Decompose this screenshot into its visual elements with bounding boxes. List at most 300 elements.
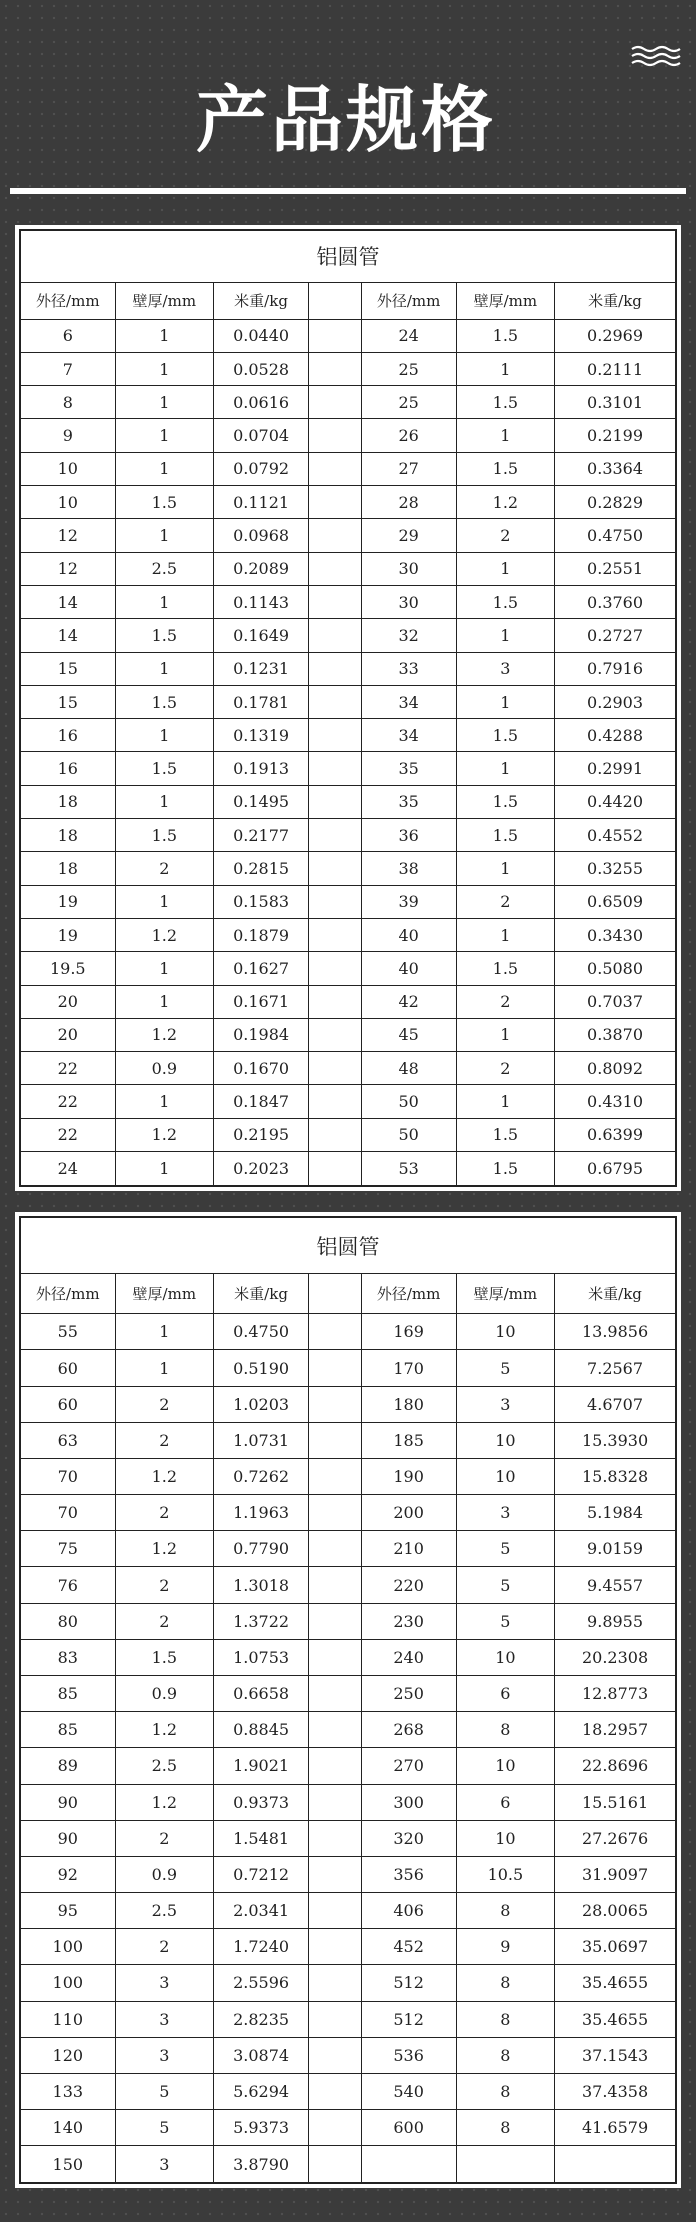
table-cell: 50 [361,1118,456,1151]
table-header-row [20,1274,676,1314]
table-header-row [20,282,676,319]
table-cell: 4.6707 [555,1386,676,1422]
header-banner [0,0,696,200]
table-cell: 90 [20,1820,115,1856]
table-cell: 40 [361,952,456,985]
table-cell: 2 [115,1422,213,1458]
table-cell [361,2146,456,2183]
table-cell: 36 [361,819,456,852]
table-cell: 220 [361,1567,456,1603]
spacer-cell [309,386,361,419]
table-cell: 55 [20,1314,115,1350]
table-cell: 250 [361,1675,456,1711]
table-cell: 27.2676 [555,1820,676,1856]
table-cell: 1 [115,1085,213,1118]
table-cell: 0.9 [115,1052,213,1085]
table-cell: 10 [456,1639,554,1675]
table-row [20,1531,676,1567]
column-header: 外径/mm [361,1274,456,1314]
spacer-cell [309,1052,361,1085]
table-cell: 8 [456,2073,554,2109]
table-cell: 1.5 [456,319,554,352]
table-cell: 1.5 [456,452,554,485]
spacer-cell [309,1422,361,1458]
table-cell: 0.9 [115,1675,213,1711]
column-header: 米重/kg [555,282,676,319]
table-cell: 14 [20,585,115,618]
table-cell: 512 [361,2001,456,2037]
table-cell: 3 [115,1965,213,2001]
table-cell: 512 [361,1965,456,2001]
table-row [20,1018,676,1051]
table-cell: 1 [115,985,213,1018]
table-cell: 50 [361,1085,456,1118]
spec-table-2 [19,1216,677,2184]
table-cell: 1 [456,352,554,385]
table-cell: 1 [115,719,213,752]
table-cell: 0.6509 [555,885,676,918]
table-row [20,1675,676,1711]
table-cell: 1 [115,386,213,419]
table-cell [555,2146,676,2183]
table-cell: 5 [456,1603,554,1639]
table-cell: 120 [20,2037,115,2073]
spacer-cell [309,452,361,485]
table-cell: 5 [456,1567,554,1603]
table-row [20,1603,676,1639]
table-cell: 0.0528 [214,352,309,385]
table-cell: 2 [115,1820,213,1856]
spacer-cell [309,1458,361,1494]
table-cell: 0.2991 [555,752,676,785]
spacer-cell [309,1603,361,1639]
spec-table-panel-2 [15,1212,681,2188]
table-cell: 1 [115,519,213,552]
spacer-header [309,282,361,319]
table-cell: 9.4557 [555,1567,676,1603]
table-cell: 0.8092 [555,1052,676,1085]
table-cell: 5.9373 [214,2110,309,2146]
table-caption: 铝圆管 [20,1217,676,1274]
table-cell: 28 [361,486,456,519]
table-cell: 1.0753 [214,1639,309,1675]
table-cell: 1 [456,419,554,452]
spacer-cell [309,1675,361,1711]
table-cell: 25 [361,352,456,385]
table-cell: 1.5 [456,719,554,752]
table-cell: 2.5596 [214,1965,309,2001]
table-row [20,1784,676,1820]
table-cell: 35.4655 [555,1965,676,2001]
table-cell: 7.2567 [555,1350,676,1386]
table-cell: 19 [20,918,115,951]
table-cell: 1.3018 [214,1567,309,1603]
table-cell: 0.8845 [214,1712,309,1748]
table-row [20,1712,676,1748]
spacer-cell [309,1820,361,1856]
table-row [20,918,676,951]
table-cell: 1.5 [456,585,554,618]
table-cell: 10 [456,1820,554,1856]
table-cell: 200 [361,1495,456,1531]
table-cell: 20 [20,1018,115,1051]
table-cell: 1.0203 [214,1386,309,1422]
table-cell: 29 [361,519,456,552]
table-cell: 2 [115,1567,213,1603]
table-cell: 0.2727 [555,619,676,652]
table-cell: 85 [20,1712,115,1748]
table-cell: 3 [456,1495,554,1531]
spacer-cell [309,1085,361,1118]
table-cell: 0.4750 [555,519,676,552]
spacer-header [309,1274,361,1314]
table-cell: 60 [20,1386,115,1422]
waves-icon [630,44,682,68]
table-cell: 230 [361,1603,456,1639]
table-cell: 32 [361,619,456,652]
table-cell: 45 [361,1018,456,1051]
table-cell: 0.2551 [555,552,676,585]
table-cell: 24 [20,1152,115,1186]
column-header: 米重/kg [555,1274,676,1314]
table-cell: 2 [115,1386,213,1422]
table-cell: 0.1649 [214,619,309,652]
spacer-cell [309,419,361,452]
table-row [20,486,676,519]
table-cell: 0.2089 [214,552,309,585]
table-cell: 83 [20,1639,115,1675]
table-cell: 10.5 [456,1856,554,1892]
table-row [20,1350,676,1386]
table-caption-row [20,230,676,282]
table-cell: 15.3930 [555,1422,676,1458]
table-cell: 1.5 [456,785,554,818]
table-cell: 26 [361,419,456,452]
spacer-cell [309,519,361,552]
table-cell: 92 [20,1856,115,1892]
table-row [20,2037,676,2073]
spacer-cell [309,486,361,519]
table-cell: 1.5481 [214,1820,309,1856]
table-row [20,319,676,352]
table-cell: 0.1984 [214,1018,309,1051]
spacer-cell [309,1531,361,1567]
table-cell: 37.1543 [555,2037,676,2073]
table-row [20,885,676,918]
table-cell: 1 [115,585,213,618]
spacer-cell [309,752,361,785]
table-cell: 3 [115,2037,213,2073]
table-cell: 1 [456,852,554,885]
table-row [20,1639,676,1675]
table-cell: 1 [115,419,213,452]
spacer-cell [309,2073,361,2109]
spacer-cell [309,852,361,885]
spacer-cell [309,719,361,752]
table-cell: 0.3101 [555,386,676,419]
table-cell: 33 [361,652,456,685]
table-cell: 5.6294 [214,2073,309,2109]
table-cell: 0.1670 [214,1052,309,1085]
table-cell: 1.5 [456,1152,554,1186]
table-cell: 1.2 [115,1712,213,1748]
table-row [20,952,676,985]
table-cell: 34 [361,719,456,752]
table-cell: 15 [20,685,115,718]
table-cell: 9.8955 [555,1603,676,1639]
table-cell: 1.5 [115,685,213,718]
table-cell: 1.5 [456,819,554,852]
table-cell: 1 [115,1152,213,1186]
table-cell: 12.8773 [555,1675,676,1711]
table-row [20,1386,676,1422]
table-cell: 1.2 [115,1018,213,1051]
table-row [20,852,676,885]
table-cell: 6 [456,1784,554,1820]
table-cell: 3.8790 [214,2146,309,2183]
table-row [20,652,676,685]
table-cell: 42 [361,985,456,1018]
table-cell: 10 [20,452,115,485]
table-cell: 6 [456,1675,554,1711]
table-cell: 30 [361,552,456,585]
table-cell: 1 [456,918,554,951]
column-header: 米重/kg [214,282,309,319]
spacer-cell [309,985,361,1018]
spacer-cell [309,552,361,585]
table-cell: 0.3255 [555,852,676,885]
spacer-cell [309,619,361,652]
table-cell: 70 [20,1495,115,1531]
table-cell: 0.4310 [555,1085,676,1118]
table-cell: 452 [361,1929,456,1965]
table-cell: 185 [361,1422,456,1458]
column-header: 米重/kg [214,1274,309,1314]
table-cell: 89 [20,1748,115,1784]
table-cell: 7 [20,352,115,385]
table-cell: 0.7262 [214,1458,309,1494]
spacer-cell [309,1314,361,1350]
table-cell: 18 [20,819,115,852]
table-row [20,1820,676,1856]
table-row [20,386,676,419]
table-cell: 12 [20,519,115,552]
table-cell: 2 [115,1495,213,1531]
table-cell: 5 [115,2073,213,2109]
table-cell: 39 [361,885,456,918]
table-cell: 0.1319 [214,719,309,752]
table-cell: 70 [20,1458,115,1494]
table-cell: 0.1781 [214,685,309,718]
table-cell: 28.0065 [555,1893,676,1929]
table-cell: 10 [456,1458,554,1494]
table-cell: 0.3430 [555,918,676,951]
table-caption: 铝圆管 [20,230,676,282]
table-cell: 540 [361,2073,456,2109]
table-cell: 2.5 [115,552,213,585]
spacer-cell [309,1856,361,1892]
spacer-cell [309,2001,361,2037]
table-row [20,2146,676,2183]
table-cell: 0.0616 [214,386,309,419]
table-cell: 190 [361,1458,456,1494]
table-cell: 0.1847 [214,1085,309,1118]
table-cell: 356 [361,1856,456,1892]
spacer-cell [309,819,361,852]
table-cell: 0.4552 [555,819,676,852]
table-cell: 15 [20,652,115,685]
table-cell: 1.9021 [214,1748,309,1784]
table-cell: 10 [20,486,115,519]
table-row [20,1748,676,1784]
table-cell: 63 [20,1422,115,1458]
table-cell: 0.1913 [214,752,309,785]
table-cell: 30 [361,585,456,618]
table-cell: 1 [115,352,213,385]
table-row [20,685,676,718]
column-header: 壁厚/mm [115,282,213,319]
table-cell: 0.7212 [214,1856,309,1892]
table-cell: 0.4420 [555,785,676,818]
table-row [20,452,676,485]
table-cell: 1 [456,619,554,652]
table-cell: 150 [20,2146,115,2183]
table-cell: 35 [361,785,456,818]
table-cell: 0.1231 [214,652,309,685]
table-cell: 1 [456,1085,554,1118]
table-cell: 210 [361,1531,456,1567]
column-header: 外径/mm [361,282,456,319]
table-cell: 0.2969 [555,319,676,352]
table-cell: 31.9097 [555,1856,676,1892]
table-cell: 1.5 [115,486,213,519]
table-cell: 100 [20,1965,115,2001]
table-cell: 3 [115,2146,213,2183]
table-cell: 2 [115,852,213,885]
table-row [20,1965,676,2001]
table-cell: 22.8696 [555,1748,676,1784]
spacer-cell [309,1893,361,1929]
spacer-cell [309,785,361,818]
table-cell: 8 [456,2001,554,2037]
table-cell: 15.8328 [555,1458,676,1494]
table-row [20,819,676,852]
spacer-cell [309,1495,361,1531]
table-cell: 0.2829 [555,486,676,519]
table-cell: 1 [115,785,213,818]
spacer-cell [309,1712,361,1748]
table-cell: 20 [20,985,115,1018]
spacer-cell [309,1350,361,1386]
table-cell: 27 [361,452,456,485]
table-row [20,519,676,552]
table-cell: 14 [20,619,115,652]
table-row [20,985,676,1018]
table-cell: 10 [456,1748,554,1784]
table-cell: 3.0874 [214,2037,309,2073]
table-cell: 40 [361,918,456,951]
spacer-cell [309,352,361,385]
table-row [20,1118,676,1151]
table-cell: 0.7916 [555,652,676,685]
column-header: 外径/mm [20,1274,115,1314]
table-cell: 2.8235 [214,2001,309,2037]
table-cell: 170 [361,1350,456,1386]
table-cell: 0.6399 [555,1118,676,1151]
table-cell: 0.5190 [214,1350,309,1386]
table-row [20,1314,676,1350]
table-cell: 8 [456,1893,554,1929]
table-row [20,619,676,652]
table-cell: 22 [20,1085,115,1118]
table-cell: 8 [456,2037,554,2073]
table-cell: 6 [20,319,115,352]
spec-table-panel-1 [15,225,681,1191]
table-cell: 0.0792 [214,452,309,485]
table-cell: 38 [361,852,456,885]
column-header: 外径/mm [20,282,115,319]
spacer-cell [309,1152,361,1186]
table-cell: 8 [20,386,115,419]
table-cell: 536 [361,2037,456,2073]
spacer-cell [309,319,361,352]
table-cell: 1.5 [115,1639,213,1675]
table-cell: 0.4288 [555,719,676,752]
table-cell: 1.3722 [214,1603,309,1639]
table-cell: 0.1121 [214,486,309,519]
table-cell: 2.5 [115,1893,213,1929]
table-cell: 22 [20,1052,115,1085]
table-cell: 1.2 [115,1784,213,1820]
table-row [20,752,676,785]
table-cell: 1.2 [115,1458,213,1494]
table-row [20,1085,676,1118]
table-row [20,719,676,752]
table-cell: 1.5 [456,952,554,985]
table-cell: 1 [456,552,554,585]
table-cell: 18 [20,785,115,818]
table-cell: 169 [361,1314,456,1350]
table-cell: 1 [115,1314,213,1350]
table-cell: 34 [361,685,456,718]
table-cell: 0.4750 [214,1314,309,1350]
table-cell: 1.2 [456,486,554,519]
table-cell: 0.1583 [214,885,309,918]
table-cell: 1.2 [115,918,213,951]
table-row [20,2110,676,2146]
table-cell: 1 [456,752,554,785]
table-cell: 0.0968 [214,519,309,552]
table-cell: 8 [456,2110,554,2146]
table-cell: 0.9373 [214,1784,309,1820]
table-cell: 1.2 [115,1531,213,1567]
table-cell: 19 [20,885,115,918]
table-cell: 5 [115,2110,213,2146]
table-cell: 0.1879 [214,918,309,951]
table-cell: 1 [115,1350,213,1386]
table-cell: 1 [456,685,554,718]
table-cell: 13.9856 [555,1314,676,1350]
table-cell: 75 [20,1531,115,1567]
table-cell: 12 [20,552,115,585]
table-cell: 0.3870 [555,1018,676,1051]
table-cell: 1.1963 [214,1495,309,1531]
column-header: 壁厚/mm [456,282,554,319]
spacer-cell [309,1018,361,1051]
spacer-cell [309,1567,361,1603]
spacer-cell [309,952,361,985]
table-cell: 10 [456,1422,554,1458]
